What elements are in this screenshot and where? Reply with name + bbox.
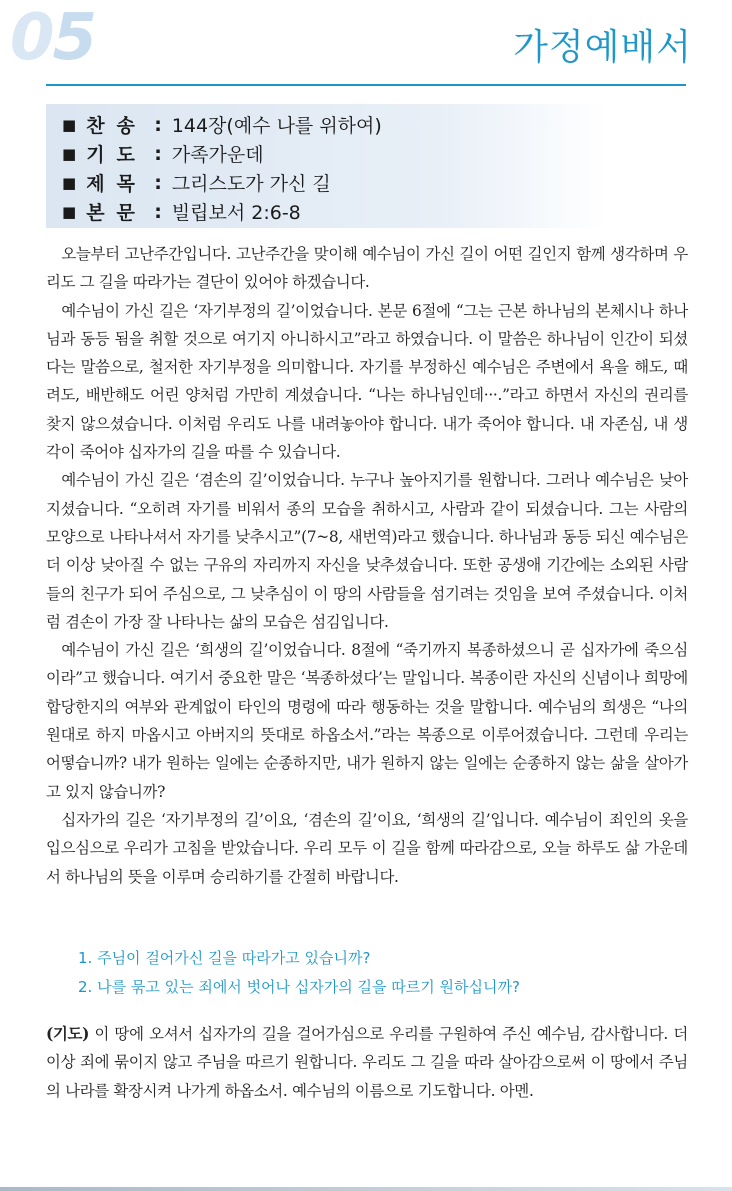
subject-value: 그리스도가 가신 길	[171, 173, 331, 195]
colon: :	[154, 113, 162, 136]
page-number-accent: 5	[52, 1, 96, 75]
closing-prayer	[46, 1020, 688, 1105]
header-divider	[46, 84, 686, 86]
text-row	[62, 197, 606, 226]
sermon-body	[46, 240, 688, 891]
sermon-paragraph-3: 예수님이 가신 길은 ‘겸손의 길’이었습니다. 누구나 높아지기를 원합니다. 그러나 예수님은 낮아지셨습니다. “오히려 자기를 비워서 종의 모습을 취하시고, 사람과 같이 되셨습니다. 그는 사람의 모양으로 나타나셔서 자기를 낮추시고”(7~8, 새번역)라고 했습니다. 하나님과 동등 되신 예수님은 더 이상 낮아질 수 없는 구유의 자리까지 자신을 낮추셨습니다. 또한 공생애 기간에는 소외된 사람들의 친구가 되어 주심으로, 그 낮추심이 이 땅의 사람들을 섬기려는 것임을 보여 주셨습니다. 이처럼 겸손이 가장 잘 나타나는 삶의 모습은 섬김입니다.	[46, 471, 688, 631]
subject-row	[62, 168, 606, 197]
prayer-value: 가족가운데	[171, 144, 264, 166]
page-number-main: 0	[10, 1, 53, 75]
question-2: 2. 나를 묶고 있는 죄에서 벗어나 십자가의 길을 따르기 원하십니까?	[78, 978, 520, 996]
text-label: 본문	[86, 202, 147, 224]
square-bullet-icon: ■	[62, 144, 77, 163]
prayer-label: 기도	[86, 144, 147, 166]
sermon-paragraph-2: 예수님이 가신 길은 ‘자기부정의 길’이었습니다. 본문 6절에 “그는 근본 하나님의 본체시나 하나님과 동등 됨을 취할 것으로 여기지 아니하시고”라고 하였습니다. 이 말씀은 하나님이 인간이 되셨다는 말씀으로, 철저한 자기부정을 의미합니다. 자기를 부정하신 예수님은 주변에서 욕을 해도, 때려도, 배반해도 어린 양처럼 가만히 계셨습니다. “나는 하나님인데···.”라고 하면서 자신의 권리를 찾지 않으셨습니다. 이처럼 우리도 나를 내려놓아야 합니다. 내가 죽어야 합니다. 내 자존심, 내 생각이 죽어야 십자가의 길을 따를 수 있습니다.	[46, 301, 688, 462]
subject-label: 제목	[86, 173, 147, 195]
closing-prayer-text: 이 땅에 오셔서 십자가의 길을 걸어가심으로 우리를 구원하여 주신 예수님, 감사합니다. 더 이상 죄에 묶이지 않고 주님을 따르기 원합니다. 우리도 그 길을 따라 살아감으로써 이 땅에서 주님의 나라를 확장시켜 나가게 하옵소서. 예수님의 이름으로 기도합니다. 아멘.	[46, 1025, 688, 1100]
colon: :	[154, 171, 162, 194]
hymn-label: 찬송	[86, 115, 147, 137]
reflection-questions	[78, 944, 698, 1002]
colon: :	[154, 200, 162, 223]
section-title: 가정예배서	[513, 27, 692, 68]
sermon-paragraph-1: 오늘부터 고난주간입니다. 고난주간을 맞이해 예수님이 가신 길이 어떤 길인지 함께 생각하며 우리도 그 길을 따라가는 결단이 있어야 하겠습니다.	[46, 245, 689, 292]
sermon-paragraph-4: 예수님이 가신 길은 ‘희생의 길’이었습니다. 8절에 “죽기까지 복종하셨으니 곧 십자가에 죽으심이라”고 했습니다. 여기서 중요한 말은 ‘복종하셨다’는 말입니다. 복종이란 자신의 신념이나 희망에 합당한지의 여부와 관계없이 타인의 명령에 따라 행동하는 것을 말합니다. 예수님의 희생은 “나의 원대로 하지 마옵시고 아버지의 뜻대로 하옵소서.”라는 복종으로 이루어졌습니다. 그런데 우리는 어떻습니까? 내가 원하는 일에는 순종하지만, 내가 원하지 않는 일에는 순종하지 않는 삶을 살아가고 있지 않습니까?	[46, 641, 688, 801]
hymn-value: 144장(예수 나를 위하여)	[171, 115, 382, 137]
text-value: 빌립보서 2:6-8	[171, 202, 301, 224]
colon: :	[154, 142, 162, 165]
footer-divider	[0, 1187, 732, 1191]
prayer-row	[62, 139, 606, 168]
sermon-paragraph-5: 십자가의 길은 ‘자기부정의 길’이요, ‘겸손의 길’이요, ‘희생의 길’입니다. 예수님이 죄인의 옷을 입으심으로 우리가 고침을 받았습니다. 우리 모두 이 길을 함께 따라감으로, 오늘 하루도 삶 가운데서 하나님의 뜻을 이루며 승리하기를 간절히 바랍니다.	[46, 810, 688, 886]
square-bullet-icon: ■	[62, 173, 77, 192]
hymn-row	[62, 110, 606, 139]
worship-info-box	[46, 104, 606, 228]
page-number	[10, 1, 96, 75]
square-bullet-icon: ■	[62, 115, 77, 134]
question-1: 1. 주님이 걸어가신 길을 따라가고 있습니까?	[78, 949, 371, 967]
closing-prayer-label: (기도)	[46, 1025, 90, 1043]
square-bullet-icon: ■	[62, 202, 77, 221]
